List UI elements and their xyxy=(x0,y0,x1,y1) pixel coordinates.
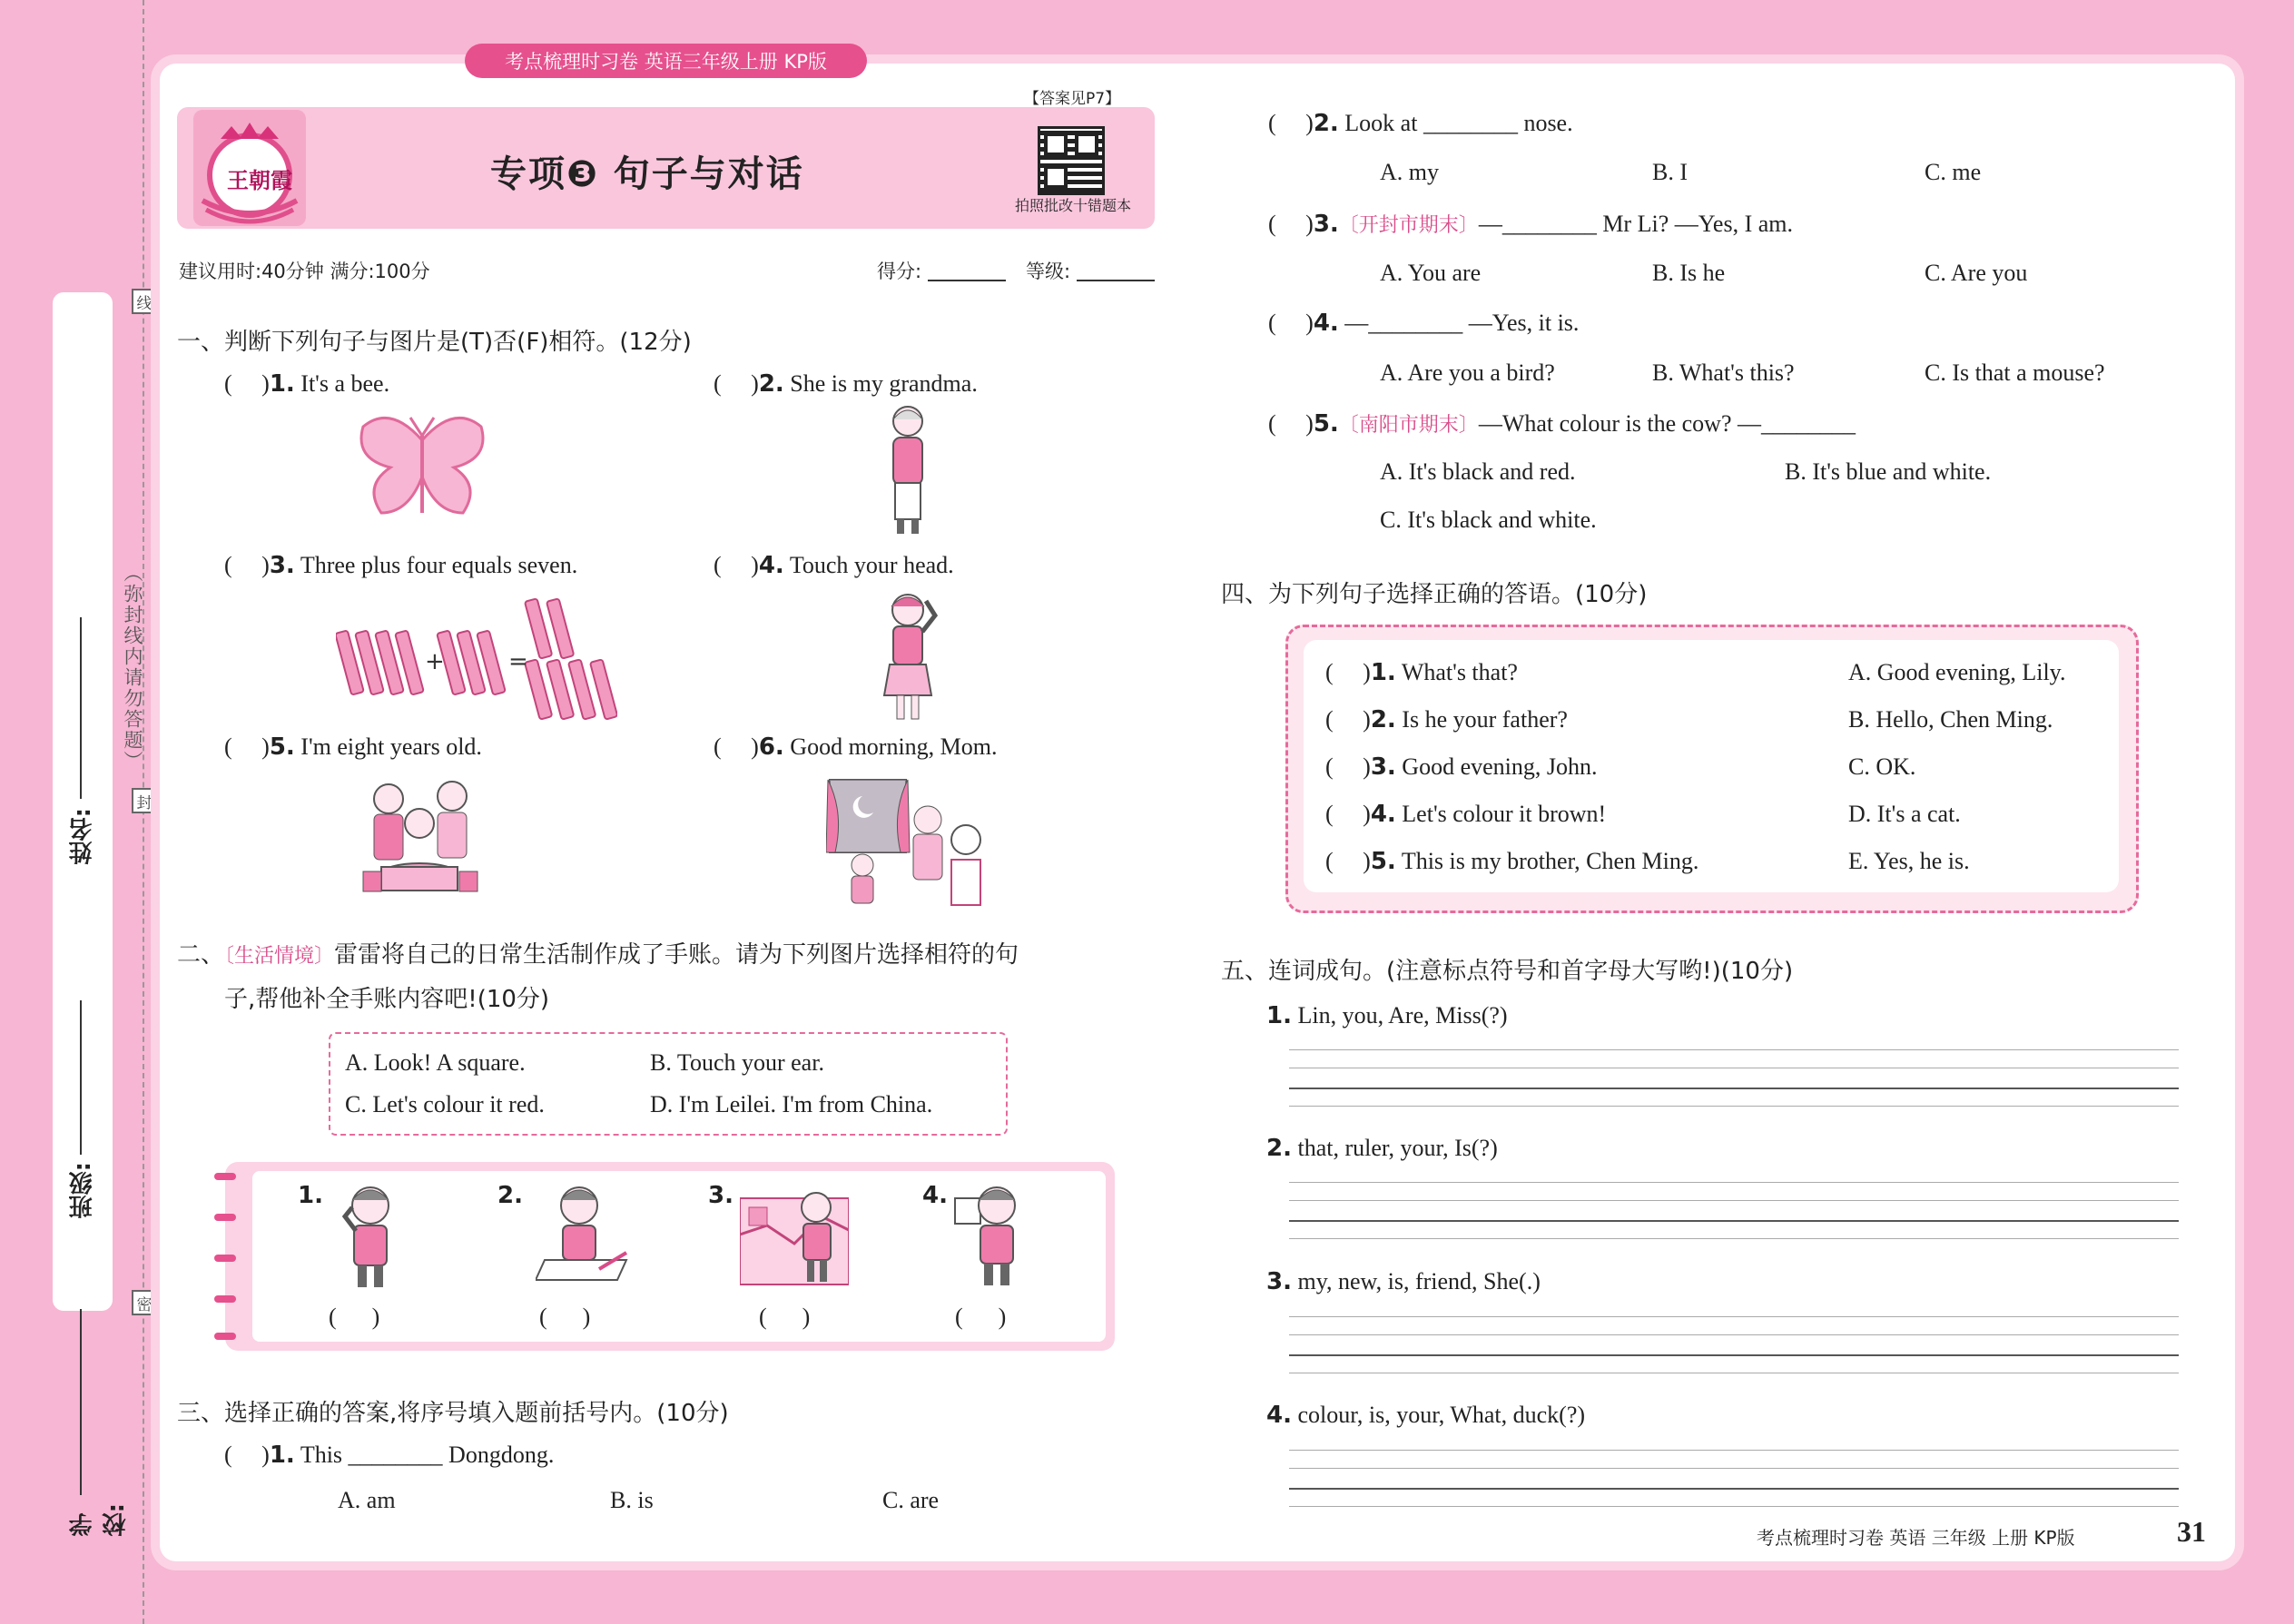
s2-option-b: B. Touch your ear. xyxy=(650,1049,824,1076)
binding-strip xyxy=(53,292,130,1537)
logo-text: 王朝霞 xyxy=(227,167,292,193)
ring xyxy=(214,1255,236,1262)
class-label: 班级: xyxy=(69,1162,96,1219)
s3-q1-opt-c: C. are xyxy=(882,1487,940,1513)
top-banner: 考点梳理时习卷 英语三年级上册 KP版 xyxy=(465,44,867,78)
s1-q4: ( )4. Touch your head. xyxy=(714,552,954,579)
s3-q3-opt-c: C. Are you xyxy=(1925,260,2028,286)
s2-pic3-answer[interactable]: ( ) xyxy=(759,1304,811,1330)
pencils-picture xyxy=(336,595,617,726)
s1-q6: ( )6. Good morning, Mom. xyxy=(714,733,998,761)
school-label: 学校: xyxy=(69,1503,130,1537)
good-morning-mom-picture xyxy=(826,776,989,917)
birthday-party-picture xyxy=(361,776,479,899)
grandma-picture xyxy=(881,401,935,537)
s3-q4: ( )4. —________ —Yes, it is. xyxy=(1268,310,1580,337)
publisher-logo xyxy=(193,110,306,226)
s2-option-d: D. I'm Leilei. I'm from China. xyxy=(650,1091,933,1117)
s5-q4: 4. colour, is, your, What, duck(?) xyxy=(1266,1402,1586,1429)
s2-option-c: C. Let's colour it red. xyxy=(345,1091,545,1117)
section5-heading: 五、连词成句。(注意标点符号和首字母大写哟!)(10分) xyxy=(1221,958,1794,985)
writing-line xyxy=(1289,1506,2179,1507)
s2-pic4-answer[interactable]: ( ) xyxy=(955,1304,1007,1330)
butterfly-picture xyxy=(354,413,490,527)
s1-q3: ( )3. Three plus four equals seven. xyxy=(224,552,578,579)
s4-q1: ( )1. What's that? xyxy=(1325,659,1518,686)
writing-line xyxy=(1289,1354,2179,1356)
writing-line xyxy=(1289,1088,2179,1089)
s3-q3-opt-b: B. Is he xyxy=(1652,260,1726,286)
writing-line xyxy=(1289,1468,2179,1469)
s1-q2: ( )2. She is my grandma. xyxy=(714,370,978,398)
s1-q5: ( )5. I'm eight years old. xyxy=(224,733,482,761)
boy-square-picture xyxy=(951,1180,1033,1289)
s3-q4-opt-a: A. Are you a bird? xyxy=(1380,359,1555,386)
s2-pic3-num: 3. xyxy=(708,1182,733,1209)
girl-touch-head-picture xyxy=(871,588,944,724)
s3-q2-opt-c: C. me xyxy=(1925,159,1982,185)
s5-q1: 1. Lin, you, Are, Miss(?) xyxy=(1266,1002,1508,1029)
s2-pic4-num: 4. xyxy=(922,1182,948,1209)
svg-text:+: + xyxy=(425,648,445,675)
ring xyxy=(214,1295,236,1303)
s3-q1: ( )1. This ________ Dongdong. xyxy=(224,1442,555,1469)
s4-ans-d: D. It's a cat. xyxy=(1848,801,1961,827)
s3-q4-opt-c: C. Is that a mouse? xyxy=(1925,359,2105,386)
boy-touch-ear-picture xyxy=(334,1180,407,1289)
s3-q2-opt-a: A. my xyxy=(1380,159,1439,185)
section2-heading-line2: 子,帮他补全手账内容吧!(10分) xyxy=(224,986,550,1013)
name-label: 姓名: xyxy=(69,808,96,865)
footer-info: 考点梳理时习卷 英语 三年级 上册 KP版 xyxy=(1757,1527,2075,1549)
s2-pic1-answer[interactable]: ( ) xyxy=(329,1304,380,1330)
s4-ans-b: B. Hello, Chen Ming. xyxy=(1848,706,2053,733)
writing-line xyxy=(1289,1182,2179,1183)
seal-char-secret: 密 xyxy=(132,1290,157,1315)
seal-char-seal: 封 xyxy=(132,788,157,813)
writing-line xyxy=(1289,1200,2179,1201)
section4-heading: 四、为下列句子选择正确的答语。(10分) xyxy=(1221,581,1648,608)
s3-q5-opt-a: A. It's black and red. xyxy=(1380,458,1576,485)
s3-q3-opt-a: A. You are xyxy=(1380,260,1482,286)
s4-q4: ( )4. Let's colour it brown! xyxy=(1325,801,1607,828)
s3-q2-opt-b: B. I xyxy=(1652,159,1688,185)
s3-q3: ( )3.〔开封市期末〕—________ Mr Li? —Yes, I am. xyxy=(1268,211,1793,238)
s5-q3: 3. my, new, is, friend, She(.) xyxy=(1266,1268,1541,1295)
school-line xyxy=(80,1309,82,1495)
section2-options-box xyxy=(329,1032,1008,1136)
answer-reference: 【答案见P7】 xyxy=(1024,90,1121,108)
qr-code xyxy=(1038,126,1105,195)
writing-line xyxy=(1289,1316,2179,1317)
boy-colouring-picture xyxy=(536,1180,635,1289)
s2-pic1-num: 1. xyxy=(298,1182,323,1209)
writing-line xyxy=(1289,1238,2179,1239)
section2-heading: 二、〔生活情境〕雷雷将自己的日常生活制作成了手账。请为下列图片选择相符的句 xyxy=(177,941,1019,969)
page-title: 专项❸ 句子与对话 xyxy=(490,153,804,195)
writing-line xyxy=(1289,1106,2179,1107)
seal-note: （弥封线内请勿答题） xyxy=(122,563,143,772)
writing-line xyxy=(1289,1334,2179,1335)
seal-char-line: 线 xyxy=(132,289,157,314)
boy-great-wall-picture xyxy=(740,1180,849,1289)
s3-q2: ( )2. Look at ________ nose. xyxy=(1268,110,1573,137)
s3-q1-opt-a: A. am xyxy=(338,1487,396,1513)
s3-q1-opt-b: B. is xyxy=(610,1487,654,1513)
s1-q1: ( )1. It's a bee. xyxy=(224,370,390,398)
svg-text:=: = xyxy=(508,648,528,675)
qr-caption: 拍照批改十错题本 xyxy=(1015,197,1132,214)
writing-line xyxy=(1289,1220,2179,1222)
section1-heading: 一、判断下列句子与图片是(T)否(F)相符。(12分) xyxy=(177,329,692,356)
s2-option-a: A. Look! A square. xyxy=(345,1049,526,1076)
s4-q2: ( )2. Is he your father? xyxy=(1325,706,1568,733)
ring xyxy=(214,1333,236,1340)
s3-q4-opt-b: B. What's this? xyxy=(1652,359,1795,386)
s3-q5-opt-c: C. It's black and white. xyxy=(1380,507,1597,533)
grade-label: 等级: xyxy=(1026,261,1071,282)
score-label: 得分: xyxy=(877,261,922,282)
writing-line xyxy=(1289,1450,2179,1451)
score-blank xyxy=(928,280,1006,281)
s2-pic2-answer[interactable]: ( ) xyxy=(539,1304,591,1330)
s4-q5: ( )5. This is my brother, Chen Ming. xyxy=(1325,848,1699,875)
ring xyxy=(214,1214,236,1221)
grade-blank xyxy=(1077,280,1155,281)
s4-ans-e: E. Yes, he is. xyxy=(1848,848,1970,874)
s3-q5: ( )5.〔南阳市期末〕—What colour is the cow? —________ xyxy=(1268,410,1856,438)
s4-ans-c: C. OK. xyxy=(1848,753,1916,780)
section3-heading: 三、选择正确的答案,将序号填入题前括号内。(10分) xyxy=(177,1400,729,1427)
class-line xyxy=(80,1000,82,1155)
s2-pic2-num: 2. xyxy=(497,1182,523,1209)
ring xyxy=(214,1173,236,1180)
page-number: 31 xyxy=(2177,1515,2206,1548)
writing-line xyxy=(1289,1488,2179,1490)
s4-ans-a: A. Good evening, Lily. xyxy=(1848,659,2066,685)
time-score-info: 建议用时:40分钟 满分:100分 xyxy=(179,261,430,282)
s5-q2: 2. that, ruler, your, Is(?) xyxy=(1266,1135,1498,1162)
name-line xyxy=(80,617,82,799)
s4-q3: ( )3. Good evening, John. xyxy=(1325,753,1598,781)
writing-line xyxy=(1289,1049,2179,1050)
s3-q5-opt-b: B. It's blue and white. xyxy=(1785,458,1992,485)
